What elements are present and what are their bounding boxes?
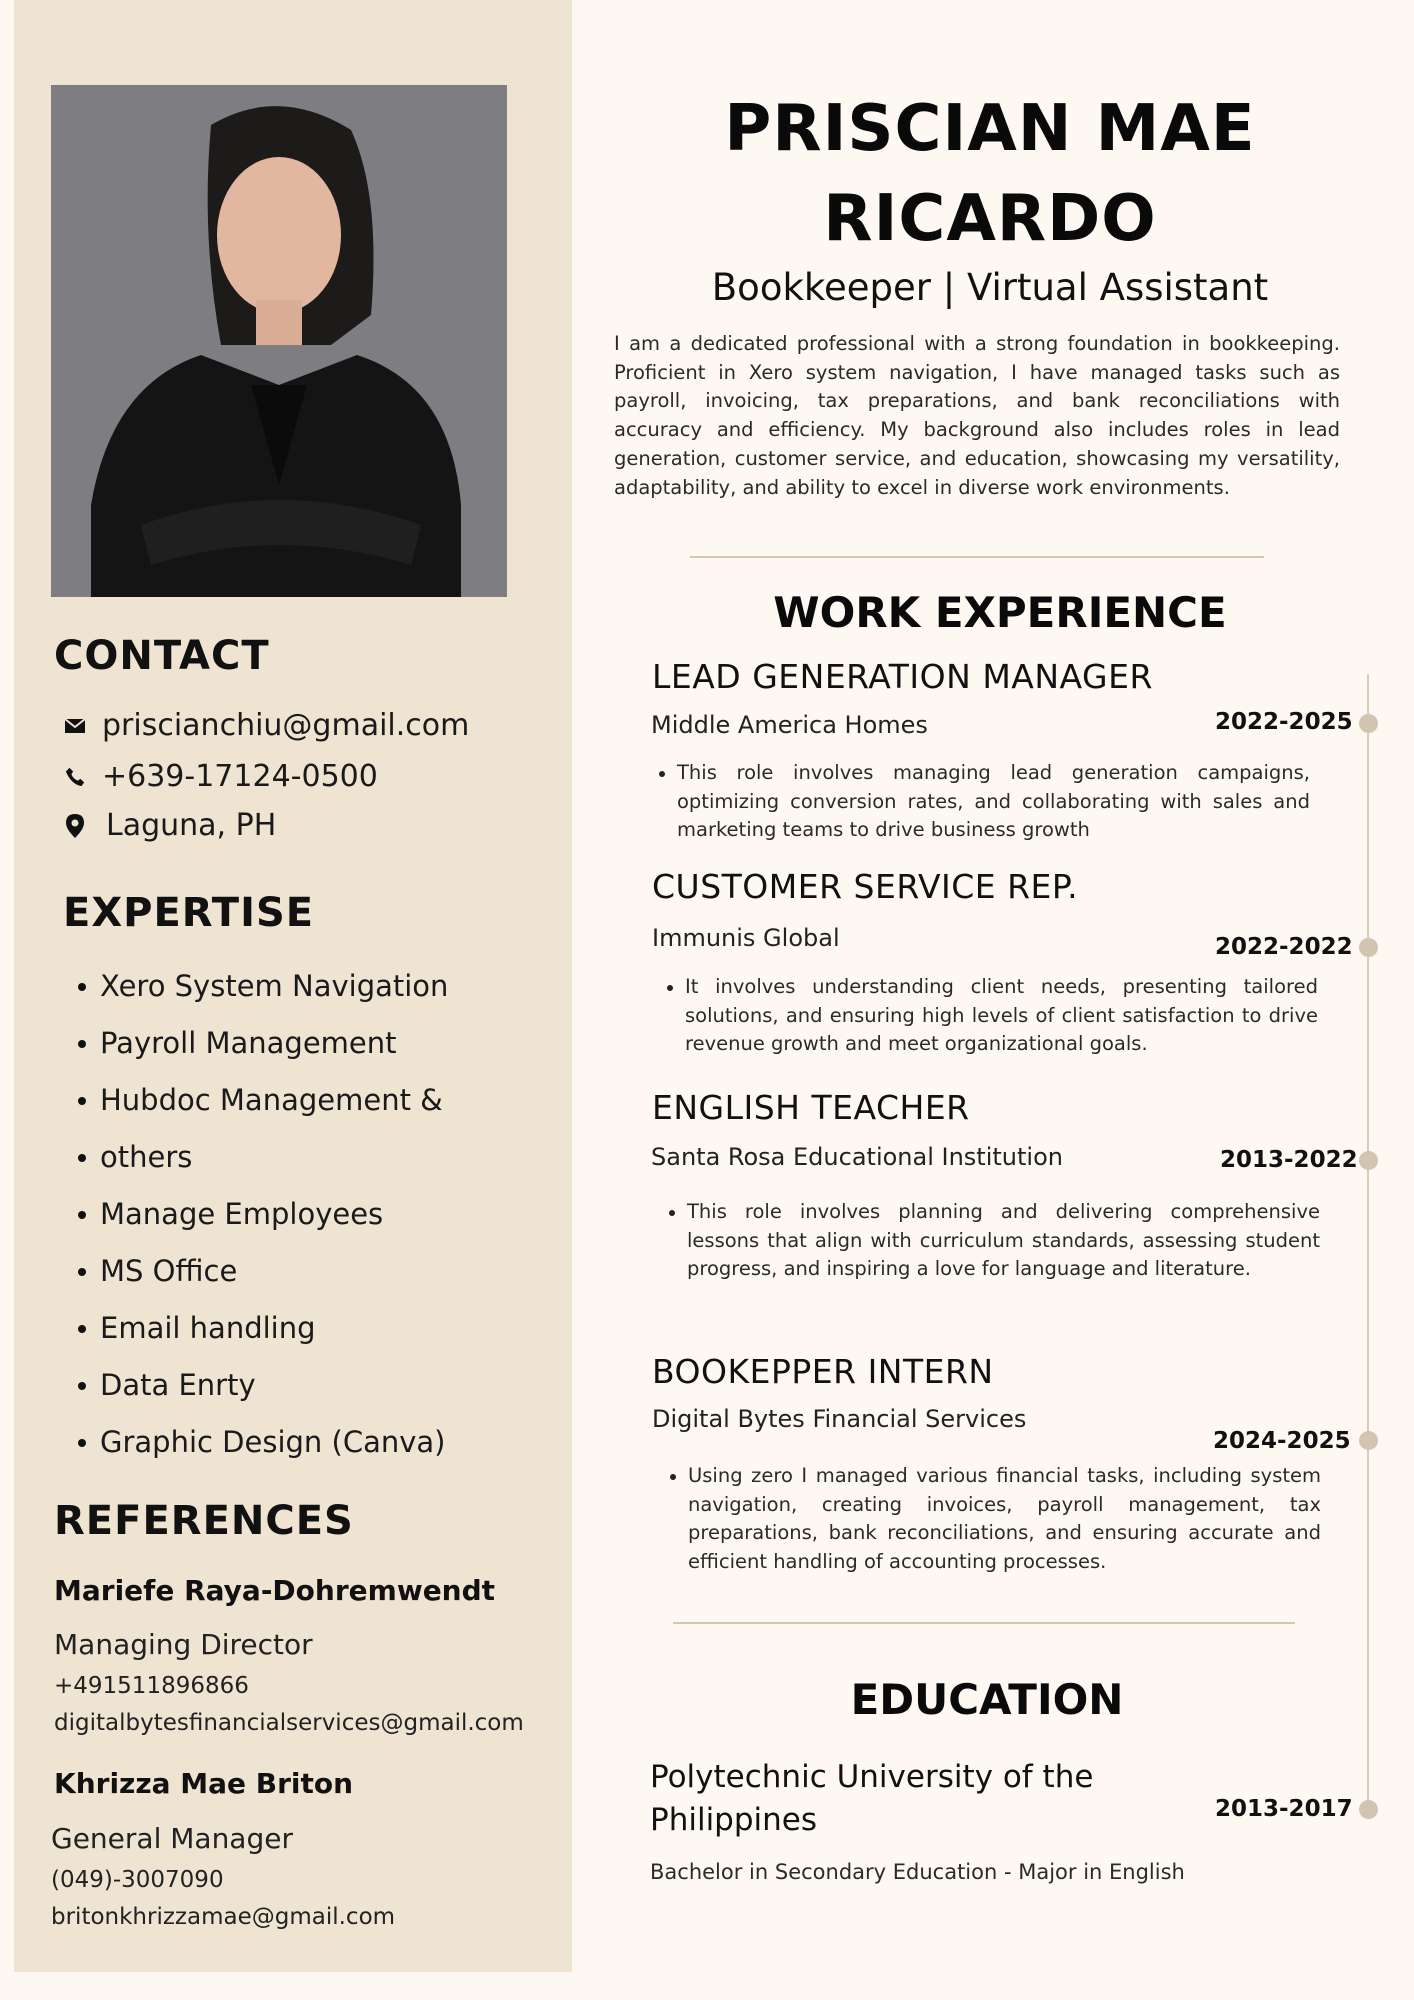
references-heading: REFERENCES xyxy=(54,1498,354,1544)
job-description: This role involves managing lead generation campaigns, optimizing conversion rates, and collaborating with sales and marketing teams to drive business growth xyxy=(655,759,1310,845)
expertise-item: Email handling xyxy=(78,1300,448,1357)
job-company: Santa Rosa Educational Institution xyxy=(651,1143,1063,1171)
name-line-1: PRISCIAN MAE xyxy=(724,92,1256,166)
profile-photo xyxy=(51,85,507,597)
job-company: Immunis Global xyxy=(652,924,840,952)
reference-email[interactable]: digitalbytesfinancialservices@gmail.com xyxy=(54,1710,524,1736)
job-description: Using zero I managed various financial tasks, including system navigation, creating invoices, payroll management, tax preparations, bank reconciliations, and ensuring accurate and efficient handling of accounting processes. xyxy=(666,1462,1321,1577)
job-company: Middle America Homes xyxy=(651,711,928,739)
job-date: 2022-2022 xyxy=(1215,934,1353,960)
expertise-list xyxy=(78,958,448,1471)
reference-phone[interactable]: (049)-3007090 xyxy=(51,1867,224,1893)
contact-location xyxy=(62,808,276,843)
job-date: 2024-2025 xyxy=(1213,1428,1351,1454)
divider xyxy=(690,556,1264,558)
expertise-item: Graphic Design (Canva) xyxy=(78,1414,448,1471)
expertise-item: Payroll Management xyxy=(78,1015,448,1072)
contact-phone-text: +639-17124-0500 xyxy=(102,759,378,794)
expertise-item: MS Office xyxy=(78,1243,448,1300)
contact-email[interactable] xyxy=(62,708,469,743)
timeline-line xyxy=(1367,674,1369,1810)
timeline-dot xyxy=(1359,1151,1378,1170)
contact-phone[interactable] xyxy=(62,759,378,794)
education-school: Polytechnic University of the Philippines xyxy=(650,1759,1094,1838)
timeline-dot xyxy=(1359,714,1378,733)
expertise-item: Manage Employees xyxy=(78,1186,448,1243)
location-pin-icon xyxy=(62,813,88,839)
reference-role: General Manager xyxy=(51,1822,293,1855)
contact-heading: CONTACT xyxy=(54,633,270,679)
reference-name: Mariefe Raya-Dohremwendt xyxy=(54,1574,496,1607)
education-heading: EDUCATION xyxy=(850,1675,1124,1724)
phone-icon xyxy=(62,764,88,790)
name-line-2: RICARDO xyxy=(823,182,1157,256)
job-date: 2013-2022 xyxy=(1220,1147,1358,1173)
education-degree: Bachelor in Secondary Education - Major in English xyxy=(650,1860,1185,1884)
expertise-item-continuation: others xyxy=(78,1129,448,1186)
job-title: CUSTOMER SERVICE REP. xyxy=(652,867,1079,906)
contact-location-text: Laguna, PH xyxy=(106,808,277,843)
job-title: ENGLISH TEACHER xyxy=(652,1088,970,1127)
contact-email-text: priscianchiu@gmail.com xyxy=(102,708,470,743)
expertise-item: Hubdoc Management & xyxy=(78,1072,448,1129)
expertise-item: Data Enrty xyxy=(78,1357,448,1414)
job-description: This role involves planning and delivering comprehensive lessons that align with curriculum standards, assessing student progress, and inspiring a love for language and literature. xyxy=(665,1198,1320,1284)
job-description: It involves understanding client needs, presenting tailored solutions, and ensuring high levels of client satisfaction to drive revenue growth and meet organizational goals. xyxy=(663,973,1318,1059)
job-subtitle: Bookkeeper | Virtual Assistant xyxy=(711,266,1269,309)
profile-summary: I am a dedicated professional with a strong foundation in bookkeeping. Proficient in Xero system navigation, I have managed tasks such as payroll, invoicing, tax preparations, and bank reconciliations with accuracy and efficiency. My background also includes roles in lead generation, customer service, and education, showcasing my versatility, adaptability, and ability to excel in diverse work environments. xyxy=(614,332,1340,499)
work-experience-heading: WORK EXPERIENCE xyxy=(773,588,1227,637)
reference-email[interactable]: britonkhrizzamae@gmail.com xyxy=(51,1904,396,1930)
expertise-heading: EXPERTISE xyxy=(63,890,315,936)
reference-name: Khrizza Mae Briton xyxy=(54,1767,354,1800)
email-icon xyxy=(62,713,88,739)
education-date: 2013-2017 xyxy=(1215,1796,1353,1822)
job-title: LEAD GENERATION MANAGER xyxy=(652,657,1153,696)
reference-role: Managing Director xyxy=(54,1628,313,1661)
timeline-dot xyxy=(1359,1800,1378,1819)
reference-phone[interactable]: +491511896866 xyxy=(54,1673,249,1699)
timeline-dot xyxy=(1359,1431,1378,1450)
timeline-dot xyxy=(1359,938,1378,957)
job-title: BOOKEPPER INTERN xyxy=(652,1352,994,1391)
job-date: 2022-2025 xyxy=(1215,709,1353,735)
job-company: Digital Bytes Financial Services xyxy=(652,1405,1027,1433)
divider xyxy=(673,1622,1295,1624)
expertise-item: Xero System Navigation xyxy=(78,958,448,1015)
